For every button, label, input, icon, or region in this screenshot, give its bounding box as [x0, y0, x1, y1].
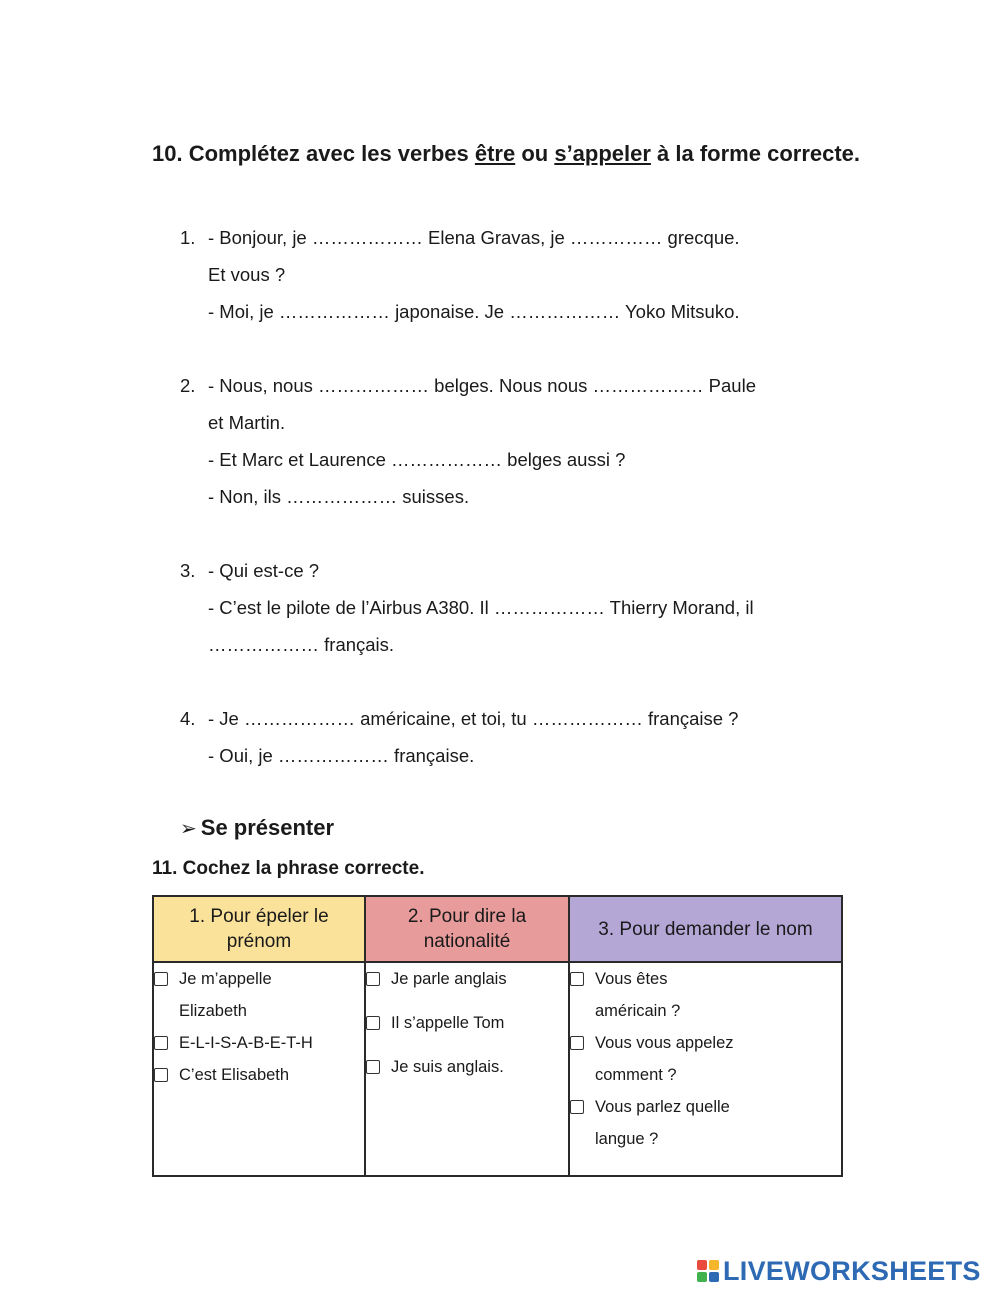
exercise-10-title	[152, 133, 872, 175]
choice-table	[152, 895, 843, 1177]
option-checkbox[interactable]	[154, 963, 364, 1027]
item-line: - Je ……………… américaine, et toi, tu ……………… française ?	[208, 708, 739, 729]
column-header-spell: 1. Pour épeler le prénom	[153, 896, 365, 962]
checkbox-icon[interactable]	[366, 1016, 380, 1030]
item-line: - C’est le pilote de l’Airbus A380. Il ……………… Thierry Morand, il	[208, 597, 754, 618]
item-number: 1.	[180, 227, 196, 248]
exercise-11-title: 11. Cochez la phrase correcte.	[152, 858, 425, 879]
option-checkbox[interactable]	[154, 1027, 364, 1059]
item-line: - Non, ils ……………… suisses.	[208, 486, 470, 507]
checkbox-icon[interactable]	[154, 972, 168, 986]
column-header-nationality: 2. Pour dire la nationalité	[365, 896, 569, 962]
option-label: C’est Elisabeth	[179, 1066, 290, 1084]
column-options-nationality	[365, 962, 569, 1176]
item-line: - Nous, nous ……………… belges. Nous nous ……………… Paule	[208, 375, 756, 396]
item-line: - Moi, je ……………… japonaise. Je ……………… Yoko Mitsuko.	[208, 301, 740, 322]
checkbox-icon[interactable]	[570, 972, 584, 986]
verb-etre: être	[474, 141, 516, 166]
section-heading	[180, 815, 334, 841]
column-options-spell	[153, 962, 365, 1176]
option-label: Vous êtes américain ?	[595, 970, 681, 1020]
column-header-name: 3. Pour demander le nom	[569, 896, 842, 962]
column-options-name	[569, 962, 842, 1176]
option-checkbox[interactable]	[570, 1091, 841, 1155]
title-text-start: 10. Complétez avec les verbes	[152, 141, 475, 166]
item-line: et Martin.	[208, 412, 286, 433]
item-line: - Oui, je ……………… française.	[208, 745, 475, 766]
item-line: - Bonjour, je ……………… Elena Gravas, je …………… grecque.	[208, 227, 740, 248]
option-checkbox[interactable]	[366, 1007, 568, 1039]
item-number: 4.	[180, 708, 196, 729]
item-line: ……………… français.	[208, 634, 395, 655]
checkbox-icon[interactable]	[154, 1036, 168, 1050]
item-number: 2.	[180, 375, 196, 396]
checkbox-icon[interactable]	[570, 1036, 584, 1050]
logo-text: LIVEWORKSHEETS	[723, 1255, 981, 1286]
checkbox-icon[interactable]	[366, 972, 380, 986]
option-label: Je m’appelle Elizabeth	[179, 970, 272, 1020]
option-label: Vous vous appelez comment ?	[595, 1034, 734, 1084]
option-label: Vous parlez quelle langue ?	[595, 1098, 730, 1148]
arrow-icon: ➢	[180, 818, 197, 840]
option-label: Il s’appelle Tom	[391, 1014, 505, 1032]
option-label: Je suis anglais.	[391, 1058, 504, 1076]
checkbox-icon[interactable]	[570, 1100, 584, 1114]
item-line: Et vous ?	[208, 264, 286, 285]
option-checkbox[interactable]	[570, 963, 841, 1027]
title-text-middle: ou	[515, 141, 555, 166]
checkbox-icon[interactable]	[366, 1060, 380, 1074]
item-number: 3.	[180, 560, 196, 581]
section-title: Se présenter	[200, 815, 335, 840]
liveworksheets-logo	[697, 1255, 981, 1287]
title-text-end: à la forme correcte.	[650, 141, 861, 166]
checkbox-icon[interactable]	[154, 1068, 168, 1082]
item-line: - Qui est-ce ?	[208, 560, 320, 581]
option-checkbox[interactable]	[366, 963, 568, 995]
verb-sappeler: s’appeler	[554, 141, 651, 166]
option-label: E-L-I-S-A-B-E-T-H	[179, 1034, 313, 1052]
option-checkbox[interactable]	[154, 1059, 364, 1091]
option-label: Je parle anglais	[391, 970, 507, 988]
logo-mark-icon	[697, 1260, 719, 1282]
item-line: - Et Marc et Laurence ……………… belges aussi ?	[208, 449, 626, 470]
option-checkbox[interactable]	[570, 1027, 841, 1091]
option-checkbox[interactable]	[366, 1051, 568, 1083]
